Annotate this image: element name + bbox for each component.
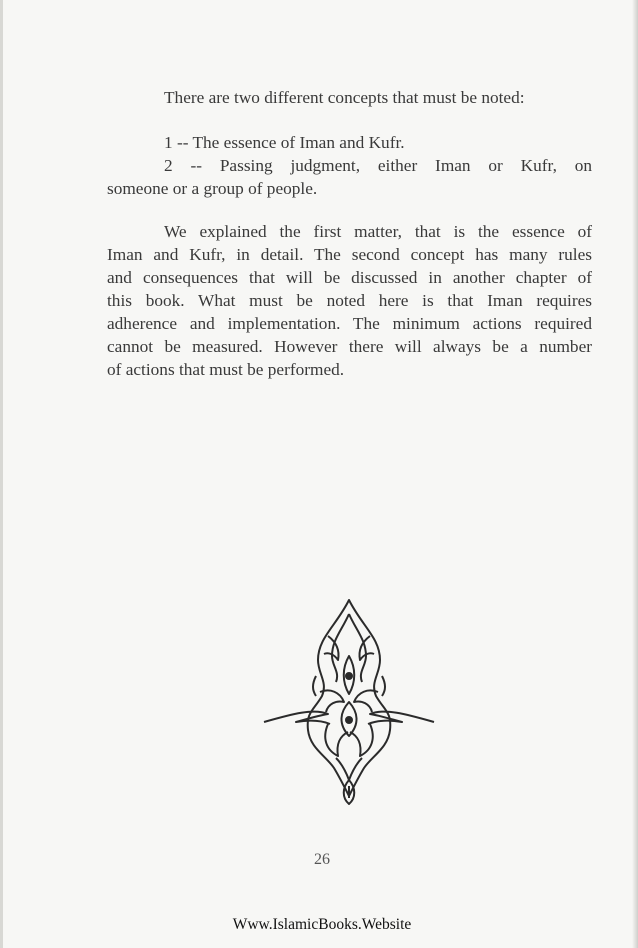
body-text <box>107 86 592 381</box>
paragraph-line: and consequences that will be discussed in another chapter of <box>107 268 592 287</box>
list-item-2-line-2: someone or a group of people. <box>107 179 318 198</box>
list-item-1: 1 -- The essence of Iman and Kufr. <box>164 133 405 152</box>
paragraph-line: We explained the first matter, that is the essence of <box>164 222 592 241</box>
intro-line: There are two different concepts that must be noted: <box>164 88 525 107</box>
paragraph-line: adherence and implementation. The minimum actions required <box>107 314 592 333</box>
paragraph-line: this book. What must be noted here is that Iman requires <box>107 291 592 310</box>
paragraph-line: Iman and Kufr, in detail. The second concept has many rules <box>107 245 592 264</box>
page-number: 26 <box>314 851 330 868</box>
website-footer: Www.IslamicBooks.Website <box>232 916 412 933</box>
page-edge-shadow <box>632 0 638 948</box>
list-item-2-line-1: 2 -- Passing judgment, either Iman or Kufr, on <box>164 156 592 175</box>
arabesque-floral-ornament-icon <box>256 596 442 808</box>
paragraph-line: cannot be measured. However there will always be a number <box>107 337 592 356</box>
paragraph-line: of actions that must be performed. <box>107 360 345 379</box>
